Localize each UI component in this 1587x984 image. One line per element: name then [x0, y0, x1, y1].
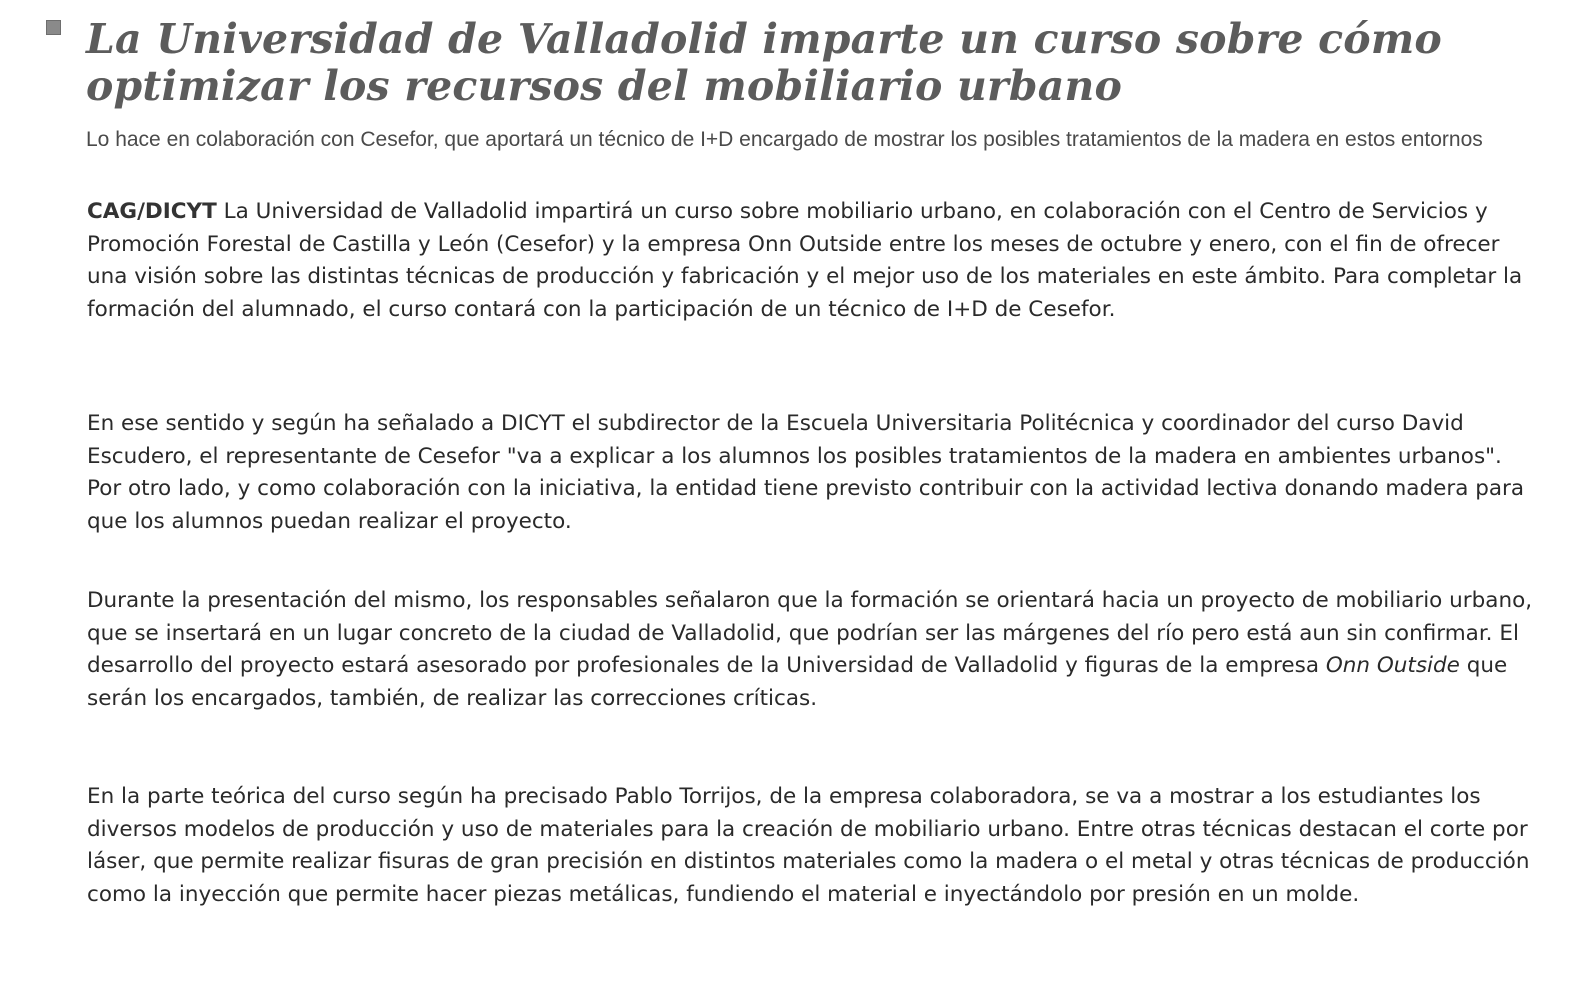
- paragraph-1-text: La Universidad de Valladolid impartirá un curso sobre mobiliario urbano, en colaboración con el Centro de Servicios y Promoción Forestal de Castilla y León (Cesefor) y la empresa Onn Outside entre los meses de octubre y enero, con el fin de ofrecer una visión sobre las distintas técnicas de producción y fabricación y el mejor uso de los materiales en este ámbito. Para completar la formación del alumnado, el curso contará con la participación de un técnico de I+D de Cesefor.: [87, 199, 1523, 322]
- paragraph-3-text-before: Durante la presentación del mismo, los responsables señalaron que la formación se orientará hacia un proyecto de mobiliario urbano, que se insertará en un lugar concreto de la ciudad de Valladolid, que podrían ser las márgenes del río pero está aun sin confirmar. El desarrollo del proyecto estará asesorado por profesionales de la Universidad de Valladolid y figuras de la empresa: [87, 588, 1533, 678]
- article-paragraph-2: En ese sentido y según ha señalado a DICYT el subdirector de la Escuela Universitaria Politécnica y coordinador del curso David Escudero, el representante de Cesefor "va a explicar a los alumnos los posibles tratamientos de la madera en ambientes urbanos". Por otro lado, y como colaboración con la iniciativa, la entidad tiene previsto contribuir con la actividad lectiva donando madera para que los alumnos puedan realizar el proyecto.: [87, 411, 1525, 534]
- paragraph-3-text-after: que serán los encargados, también, de realizar las correcciones críticas.: [87, 653, 1508, 711]
- article-paragraph-3: [87, 585, 1537, 715]
- company-name-italic: Onn Outside: [1325, 653, 1460, 678]
- article-subheadline: Lo hace en colaboración con Cesefor, que aportará un técnico de I+D encargado de mostrar los posibles tratamientos de la madera en estos entornos: [86, 128, 1483, 151]
- article-headline: La Universidad de Valladolid imparte un curso sobre cómo optimizar los recursos del mobiliario urbano: [86, 15, 1442, 110]
- article-paragraph-1: [87, 196, 1537, 326]
- article-paragraph-4: En la parte teórica del curso según ha precisado Pablo Torrijos, de la empresa colaboradora, se va a mostrar a los estudiantes los diversos modelos de producción y uso de materiales para la creación de mobiliario urbano. Entre otras técnicas destacan el corte por láser, que permite realizar fisuras de gran precisión en distintos materiales como la madera o el metal y otras técnicas de producción como la inyección que permite hacer piezas metálicas, fundiendo el material e inyectándolo por presión en un molde.: [87, 784, 1530, 907]
- headline-bullet-icon: [46, 20, 61, 35]
- source-tag: CAG/DICYT: [87, 199, 217, 224]
